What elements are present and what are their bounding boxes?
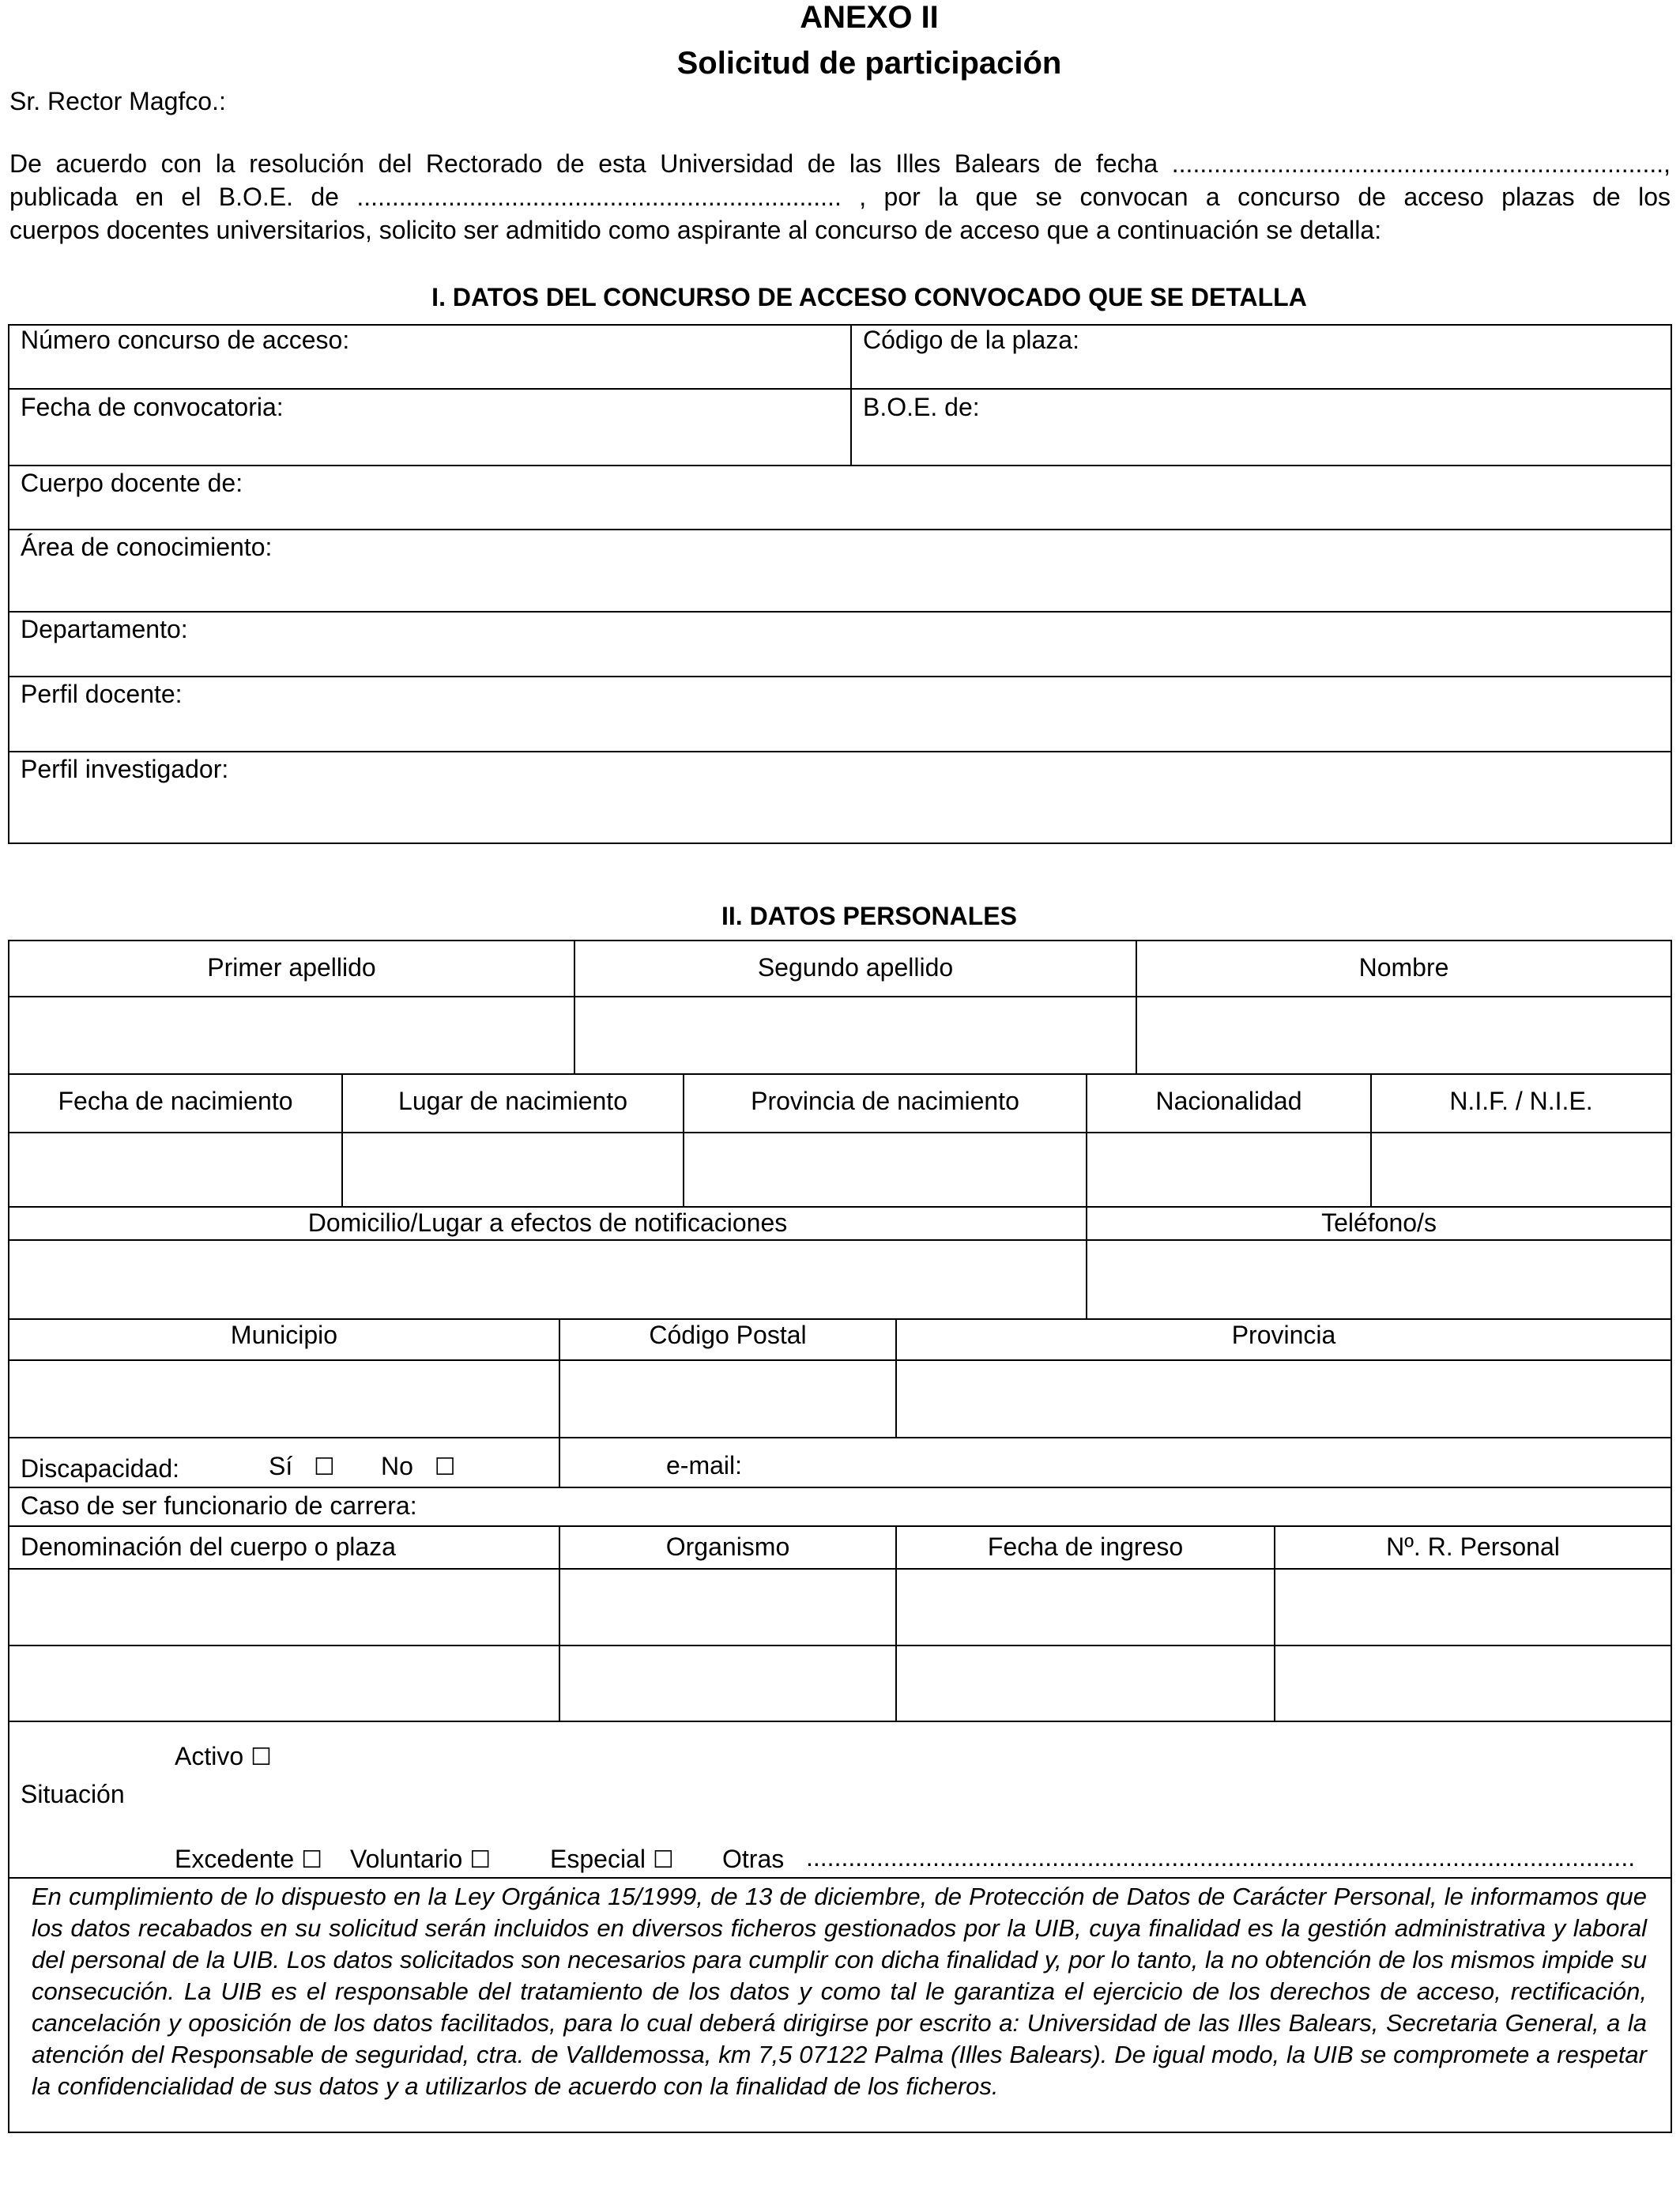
segundo-apellido-header: Segundo apellido: [757, 953, 954, 982]
discapacidad-label: Discapacidad:: [21, 1454, 179, 1483]
nacionalidad-header: Nacionalidad: [1155, 1087, 1302, 1115]
perfil-docente-label: Perfil docente:: [21, 680, 183, 708]
intro-line-2: publicada en el B.O.E. de ..................................................................... , por la que se convocan a concurso de acceso plazas de los: [9, 183, 1671, 211]
denominacion-field-2[interactable]: [9, 1646, 559, 1721]
intro-line-1: De acuerdo con la resolución del Rectorado de esta Universidad de las Illes Balears de fecha ......................................................................,: [9, 149, 1671, 178]
intro-line-3: cuerpos docentes universitarios, solicito ser admitido como aspirante al concurso de acceso que a continuación se detalla:: [9, 216, 1382, 244]
excedente-label: Excedente: [175, 1845, 295, 1873]
situacion-label: Situación: [21, 1780, 125, 1808]
excedente-checkbox-icon[interactable]: ☐: [301, 1846, 323, 1874]
perfil-investigador-label: Perfil investigador:: [21, 755, 229, 783]
salutation: Sr. Rector Magfco.:: [9, 87, 226, 115]
activo-checkbox-icon[interactable]: ☐: [250, 1744, 272, 1771]
no-checkbox-icon[interactable]: ☐: [434, 1453, 456, 1481]
fecha-convocatoria-label: Fecha de convocatoria:: [21, 393, 284, 421]
provincia-nacimiento-field[interactable]: [684, 1133, 1086, 1206]
departamento-label: Departamento:: [21, 615, 188, 643]
telefono-header: Teléfono/s: [1321, 1208, 1437, 1237]
nombre-header: Nombre: [1358, 953, 1449, 982]
form-title: Solicitud de participación: [676, 46, 1062, 81]
activo-option[interactable]: [175, 1740, 272, 1774]
organismo-header: Organismo: [665, 1532, 790, 1561]
si-label: Sí: [269, 1452, 293, 1480]
section-2-heading: II. DATOS PERSONALES: [721, 902, 1017, 930]
fecha-nacimiento-header: Fecha de nacimiento: [58, 1087, 293, 1115]
voluntario-label: Voluntario: [350, 1845, 463, 1873]
excedente-option[interactable]: [175, 1843, 322, 1876]
lugar-nacimiento-field[interactable]: [343, 1133, 683, 1206]
provincia-header: Provincia: [1231, 1321, 1336, 1349]
codigo-postal-header: Código Postal: [649, 1321, 807, 1349]
provincia-nacimiento-header: Provincia de nacimiento: [751, 1087, 1019, 1115]
organismo-field-2[interactable]: [560, 1646, 895, 1721]
voluntario-checkbox-icon[interactable]: ☐: [469, 1846, 492, 1874]
organismo-field-1[interactable]: [560, 1570, 895, 1645]
perfil-investigador-field[interactable]: [9, 785, 1671, 842]
especial-label: Especial: [550, 1845, 646, 1873]
area-conocimiento-field[interactable]: [9, 563, 1671, 610]
email-label: e-mail:: [666, 1451, 743, 1480]
fecha-ingreso-field-1[interactable]: [897, 1570, 1274, 1645]
cuerpo-docente-label: Cuerpo docente de:: [21, 469, 243, 497]
cuerpo-docente-field[interactable]: [9, 499, 1671, 528]
fecha-nacimiento-field[interactable]: [9, 1133, 341, 1206]
municipio-field[interactable]: [9, 1361, 559, 1437]
activo-label: Activo: [175, 1742, 244, 1770]
nrp-header: Nº. R. Personal: [1386, 1532, 1560, 1561]
domicilio-field[interactable]: [9, 1241, 1086, 1318]
otras-label: Otras: [722, 1845, 785, 1873]
discapacidad-no-option[interactable]: [381, 1450, 455, 1483]
departamento-field[interactable]: [9, 645, 1671, 675]
perfil-docente-field[interactable]: [9, 710, 1671, 750]
intro-paragraph: [9, 147, 1671, 247]
boe-label: B.O.E. de:: [863, 393, 980, 421]
especial-option[interactable]: [550, 1843, 674, 1876]
municipio-header: Municipio: [230, 1321, 338, 1349]
nif-nie-header: N.I.F. / N.I.E.: [1449, 1087, 1593, 1115]
boe-field[interactable]: [852, 423, 1671, 464]
primer-apellido-field[interactable]: [9, 997, 574, 1073]
codigo-plaza-label: Código de la plaza:: [863, 326, 1079, 354]
denominacion-header: Denominación del cuerpo o plaza: [21, 1532, 396, 1561]
fecha-convocatoria-field[interactable]: [9, 423, 849, 464]
primer-apellido-header: Primer apellido: [207, 953, 376, 982]
segundo-apellido-field[interactable]: [575, 997, 1136, 1073]
otras-field[interactable]: ......................................................................................................................: [806, 1843, 1636, 1872]
nacionalidad-field[interactable]: [1087, 1133, 1370, 1206]
no-label: No: [381, 1452, 413, 1480]
section-1-heading: I. DATOS DEL CONCURSO DE ACCESO CONVOCADO QUE SE DETALLA: [431, 283, 1307, 311]
fecha-ingreso-field-2[interactable]: [897, 1646, 1274, 1721]
annex-title: ANEXO II: [800, 0, 939, 35]
fecha-ingreso-header: Fecha de ingreso: [987, 1532, 1184, 1561]
data-protection-notice: En cumplimiento de lo dispuesto en la Ley Orgánica 15/1999, de 13 de diciembre, de Protección de Datos de Carácter Personal, le informamos que los datos recabados en su solicitud serán incluidos en diversos ficheros gestionados por la UIB, cuya finalidad es la gestión administrativa y laboral del personal de la UIB. Los datos solicitados son necesarios para cumplir con dicha finalidad y, por lo tanto, la no obtención de los mismos impide su consecución. La UIB es el responsable del tratamiento de los datos y como tal le garantiza el ejercicio de los derechos de acceso, rectificación, cancelación y oposición de los datos facilitados, para lo cual deberá dirigirse por escrito a: Universidad de las Illes Balears, Secretaria General, a la atención del Responsable de seguridad, ctra. de Valldemossa, km 7,5 07122 Palma (Illes Balears). De igual modo, la UIB se compromete a respetar la confidencialidad de sus datos y a utilizarlos de acuerdo con la finalidad de los ficheros.: [32, 1883, 1647, 2100]
funcionario-label: Caso de ser funcionario de carrera:: [21, 1491, 417, 1520]
numero-concurso-field[interactable]: [9, 356, 849, 387]
numero-concurso-label: Número concurso de acceso:: [21, 326, 350, 354]
nrp-field-1[interactable]: [1275, 1570, 1671, 1645]
area-conocimiento-label: Área de conocimiento:: [21, 533, 273, 561]
telefono-field[interactable]: [1087, 1241, 1671, 1318]
domicilio-header: Domicilio/Lugar a efectos de notificaciones: [307, 1208, 788, 1237]
provincia-field[interactable]: [897, 1361, 1671, 1437]
discapacidad-si-option[interactable]: [269, 1450, 335, 1483]
codigo-plaza-field[interactable]: [852, 356, 1671, 387]
nrp-field-2[interactable]: [1275, 1646, 1671, 1721]
especial-checkbox-icon[interactable]: ☐: [652, 1846, 674, 1874]
denominacion-field-1[interactable]: [9, 1570, 559, 1645]
nombre-field[interactable]: [1137, 997, 1671, 1073]
lugar-nacimiento-header: Lugar de nacimiento: [398, 1087, 627, 1115]
voluntario-option[interactable]: [350, 1843, 491, 1876]
codigo-postal-field[interactable]: [560, 1361, 895, 1437]
si-checkbox-icon[interactable]: ☐: [313, 1453, 335, 1481]
nif-nie-field[interactable]: [1372, 1133, 1671, 1206]
email-field[interactable]: [759, 1440, 1667, 1484]
